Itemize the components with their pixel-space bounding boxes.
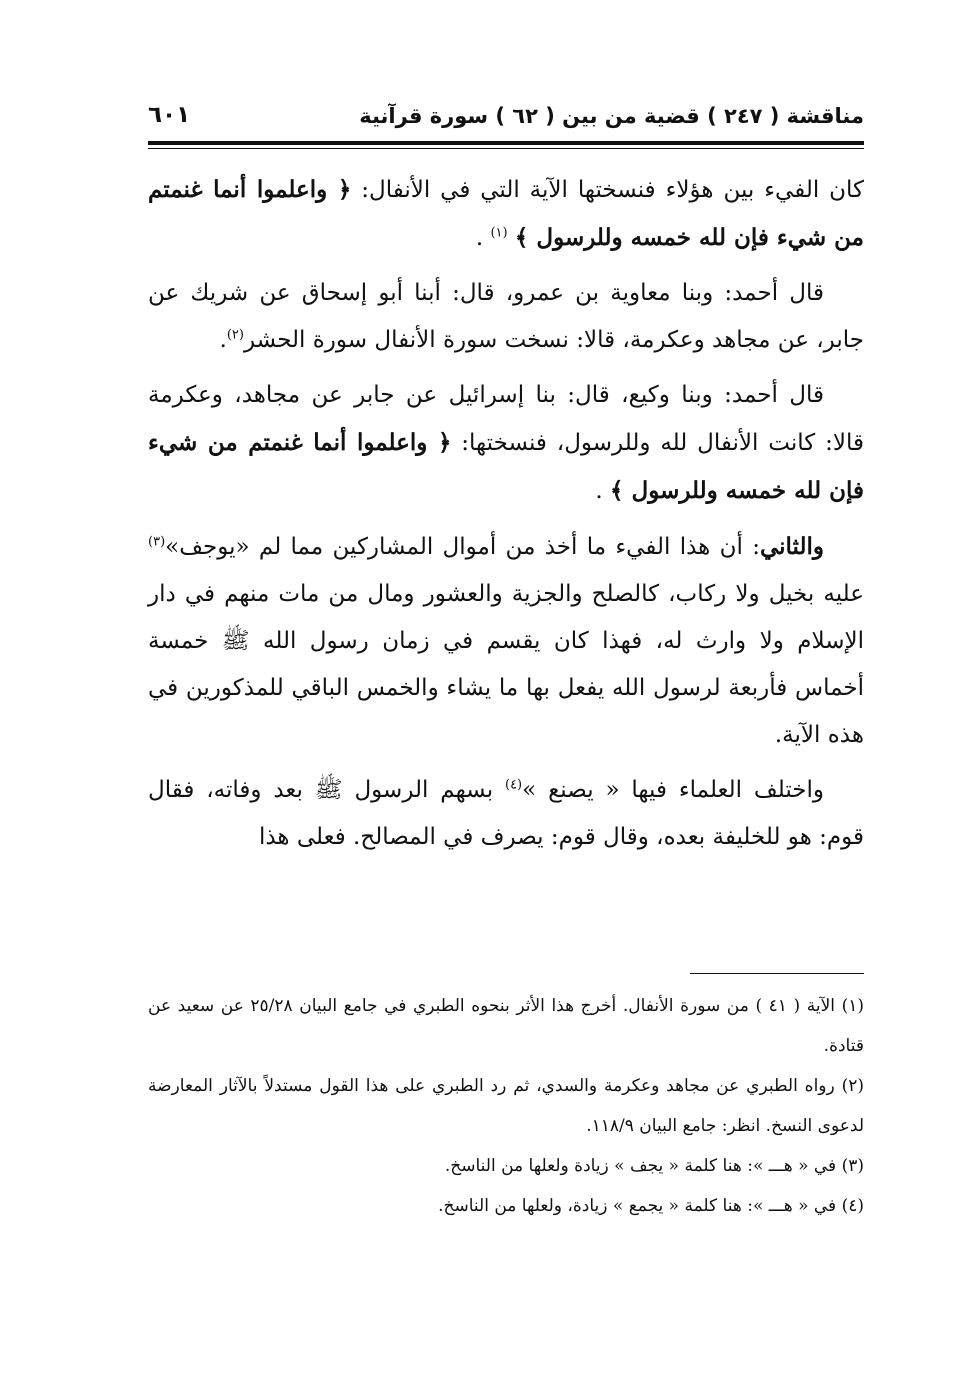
header-rule-thick: [148, 141, 864, 145]
running-title: مناقشة ( ٢٤٧ ) قضية من بين ( ٦٢ ) سورة قرآنية: [359, 104, 864, 128]
footnote-ref: (٤): [504, 777, 523, 793]
quran-quote: ﴿ واعلموا أنما غنمتم من شيء فإن لله خمسه وللرسول ﴾: [148, 429, 864, 504]
main-text: [148, 166, 864, 869]
header-rule-thin: [148, 148, 864, 149]
footnote-ref: (١): [490, 225, 508, 241]
paragraph-5: واختلف العلماء فيها « يصنع »$^{(٤)}$ بسهم الرسول ﷺ بعد وفاته، فقال قوم: هو للخليفة بعده، وقال قوم: يصرف في المصالح. فعلى هذا: [148, 777, 864, 850]
footnote-2: (٢) رواه الطبري عن مجاهد وعكرمة والسدي، ثم رد الطبري على هذا القول مستدلاً بالآثار المعارضة لدعوى النسخ. انظر: جامع البيان ١١٨/٩.: [148, 1076, 864, 1136]
footnotes: [148, 986, 864, 1226]
paragraph-1: كان الفيء بين هؤلاء فنسختها الآية التي في الأنفال: ﴿ واعلموا أنما غنمتم من شيء فإن لله خمسه وللرسول ﴾ $^{(١)}$ .: [148, 176, 864, 251]
page-number: ٦٠١: [148, 102, 191, 128]
lead-word: والثاني: [759, 533, 824, 560]
footnote-ref: (٣): [148, 534, 166, 550]
running-header: [148, 100, 864, 140]
footnote-3: (٣) في « هـــ »: هنا كلمة « يجف » زيادة ولعلها من الناسخ.: [444, 1156, 864, 1176]
footnote-separator: [690, 973, 864, 974]
footnote-ref: (٢): [226, 327, 244, 343]
quran-quote: ﴿ واعلموا أنما غنمتم من شيء فإن لله خمسه وللرسول ﴾: [148, 176, 864, 251]
footnote-1: (١) الآية ( ٤١ ) من سورة الأنفال. أخرج هذا الأثر بنحوه الطبري في جامع البيان ٢٥/٢٨ عن سعيد عن قتادة.: [148, 996, 864, 1056]
paragraph-4: والثاني: أن هذا الفيء ما أخذ من أموال المشاركين مما لم «يوجف»$^{(٣)}$ عليه بخيل ولا ركاب، كالصلح والجزية والعشور ومال من مات منهم في دار الإسلام ولا وارث له، فهذا كان يقسم في زمان رسول الله ﷺ خمسة أخماس فأربعة لرسول الله يفعل بها ما يشاء والخمس الباقي للمذكورين في هذه الآية.: [148, 533, 864, 748]
footnote-4: (٤) في « هـــ »: هنا كلمة « يجمع » زيادة، ولعلها من الناسخ.: [438, 1196, 864, 1216]
paragraph-3: قال أحمد: وبنا وكيع، قال: بنا إسرائيل عن جابر عن مجاهد، وعكرمة قالا: كانت الأنفال لله وللرسول، فنسختها: ﴿ واعلموا أنما غنمتم من شيء فإن لله خمسه وللرسول ﴾ .: [148, 382, 864, 504]
paragraph-2: قال أحمد: وبنا معاوية بن عمرو، قال: أبنا أبو إسحاق عن شريك عن جابر، عن مجاهد وعكرمة، قالا: نسخت سورة الأنفال سورة الحشر$^{(٢)}$.: [148, 280, 864, 353]
